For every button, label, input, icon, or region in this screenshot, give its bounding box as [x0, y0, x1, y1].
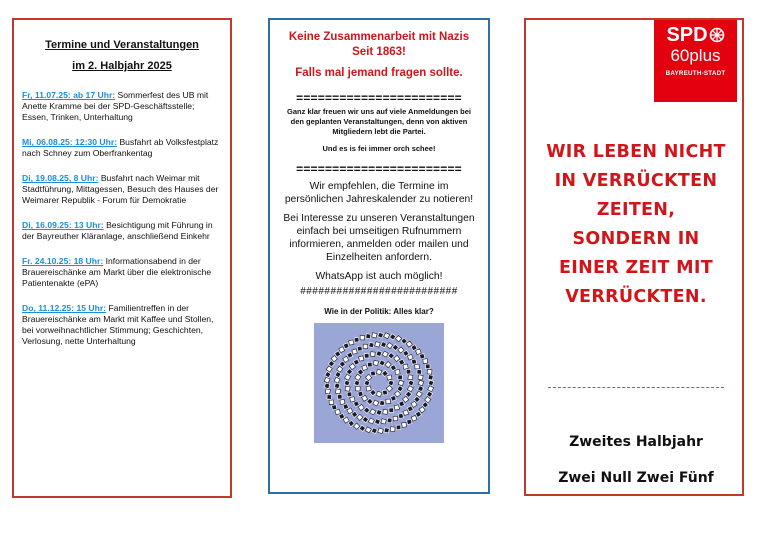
event-text: Informationsabend in der Brauereischänke am Markt über die elektronische Patientenakte (ePA) [22, 256, 212, 288]
illusion-square [332, 405, 337, 410]
optical-illusion-image [314, 323, 444, 443]
illusion-square [394, 405, 399, 410]
illusion-square [356, 386, 361, 391]
illusion-square [427, 369, 432, 374]
subtitle-year: Zwei Null Zwei Fünf [558, 470, 714, 486]
illusion-square [370, 352, 375, 357]
illusion-square [406, 369, 411, 374]
event-date: Do, 11.12.25: 15 Uhr: [22, 303, 107, 313]
event-text: Busfahrt nach Weimar mit Stadtführung, Mittagessen, Besuch des Hauses der Weimarer Republik - Forum für Demokratie [22, 173, 219, 205]
illusion-square [408, 375, 413, 380]
illusion-square [393, 416, 398, 421]
dialect-paragraph: Und es is fei immer orch schee! [322, 144, 436, 153]
illusion-square [352, 349, 357, 354]
illusion-square [387, 375, 392, 380]
events-title-line2: im 2. Halbjahr 2025 [72, 60, 172, 72]
event-item [22, 256, 222, 289]
event-item [22, 303, 222, 347]
illusion-square [325, 389, 330, 394]
illusion-square [366, 334, 371, 339]
slogan-line: EINER ZEIT MIT [559, 258, 713, 278]
illusion-square [428, 375, 433, 380]
illusion-square [389, 408, 394, 413]
events-title-line1: Termine und Veranstaltungen [45, 39, 199, 51]
illusion-caption: Wie in der Politik: Alles klar? [324, 307, 434, 316]
illusion-square [349, 340, 354, 345]
slogan-line: ZEITEN, [596, 200, 676, 220]
illusion-square [364, 354, 369, 359]
illusion-square [358, 391, 363, 396]
illusion-square [384, 428, 389, 433]
illusion-square [398, 413, 403, 418]
illusion-square [366, 386, 371, 391]
slogan [526, 138, 746, 312]
illusion-square [324, 383, 329, 388]
nazi-statement-line3: Falls mal jemand fragen sollte. [295, 67, 463, 79]
illusion-square [375, 342, 381, 348]
illusion-square [357, 346, 362, 351]
slogan-line: IN VERRÜCKTEN [554, 171, 718, 191]
illusion-square [382, 390, 387, 395]
illusion-square [402, 422, 407, 427]
event-date: Fr. 24.10.25: 18 Uhr: [22, 256, 104, 266]
event-date: Di, 19.08.25, 8 Uhr: [22, 173, 99, 183]
illusion-square [359, 356, 364, 361]
illusion-square [350, 397, 355, 402]
slogan-line: SONDERN IN [572, 229, 700, 249]
logo-spd-text: SPD [654, 24, 737, 46]
illusion-square [336, 389, 341, 394]
illusion-square [383, 409, 388, 414]
registration-paragraph: Ganz klar freuen wir uns auf viele Anmeldungen bei den geplanten Veranstaltungen, denn von aktiven Mitgliedern lebt die Partei. [287, 107, 471, 136]
event-text: Familientreffen in der Brauereischänke am Markt mit Kaffee und Stollen, bei vorweihnachtlicher Stimmung; Geschichten, Verlosung, nette Unterhaltung [22, 303, 214, 346]
event-item [22, 137, 222, 159]
illusion-square [380, 400, 385, 405]
illusion-square [373, 360, 378, 365]
nazi-statement-line2: Seit 1863! [352, 46, 406, 58]
illusion-square [407, 419, 412, 424]
illusion-square [370, 371, 375, 376]
illusion-square [360, 335, 365, 340]
nazi-statement-line1: Keine Zusammenarbeit mit Nazis [288, 31, 470, 43]
spd-rose-icon [709, 27, 725, 43]
event-item [22, 220, 222, 242]
info-panel [268, 18, 490, 494]
illusion-square [347, 392, 352, 397]
calendar-recommendation: Wir empfehlen, die Termine im persönlichen Jahreskalender zu notieren! [284, 181, 474, 205]
event-item [22, 90, 222, 123]
illusion-square [395, 369, 400, 374]
illusion-square [396, 425, 401, 430]
event-text: Besichtigung mit Führung in der Bayreuther Kläranlage, anschließend Einkehr [22, 220, 213, 241]
illusion-square [363, 344, 367, 348]
event-date: Mi, 06.08.25: 12:30 Uhr: [22, 137, 118, 147]
illusion-square [354, 337, 359, 342]
illusion-square [386, 399, 391, 404]
illusion-square [411, 359, 416, 364]
illusion-square [415, 364, 420, 369]
illusion-square [426, 364, 430, 368]
slogan-line: WIR LEBEN NICHT [546, 142, 726, 162]
separator-line: ======================= [296, 91, 462, 105]
slogan-line: VERRÜCKTEN. [565, 287, 707, 307]
event-item [22, 173, 222, 206]
event-date: Di, 16.09.25: 13 Uhr: [22, 220, 104, 230]
illusion-square [423, 359, 428, 364]
event-text: Sommerfest des UB mit Anette Kramme bei der SPD-Geschäftsstelle; Essen, Trinken, Unterhaltung [22, 90, 209, 122]
illusion-square [372, 333, 377, 338]
illusion-square [343, 343, 349, 349]
illusion-square [369, 342, 374, 347]
illusion-square [340, 399, 345, 404]
hash-divider: ########################## [300, 286, 458, 297]
illusion-square [334, 383, 339, 388]
illusion-square [345, 386, 350, 391]
illusion-square [403, 364, 408, 369]
separator-line: ======================= [296, 162, 462, 176]
dashed-divider [548, 387, 724, 388]
illusion-square [335, 409, 341, 415]
illusion-square [329, 400, 334, 405]
illusion-square [398, 375, 403, 380]
illusion-square [387, 418, 392, 423]
illusion-square [343, 404, 349, 410]
illusion-square [378, 428, 384, 434]
illusion-square [390, 427, 395, 432]
logo-city-text: BAYREUTH-STADT [665, 70, 726, 77]
logo-60plus-text: 60plus [670, 46, 721, 65]
illusion-square [338, 395, 342, 399]
spd-60plus-logo [654, 20, 737, 102]
whatsapp-note: WhatsApp ist auch möglich! [315, 271, 443, 282]
illusion-square [418, 375, 423, 380]
illusion-square [327, 395, 332, 400]
event-text: Busfahrt ab Volksfestplatz nach Schney zum Oberfrankentag [22, 137, 219, 158]
cover-panel [524, 18, 744, 496]
illusion-square [417, 370, 422, 375]
contact-info: Bei Interesse zu unseren Veranstaltungen einfach bei umseitigen Rufnummern informieren, anmelden oder mailen und Einzelheiten anfordern. [283, 213, 475, 263]
illusion-square [381, 419, 386, 424]
spiral-illusion-icon [314, 323, 444, 443]
illusion-square [367, 362, 372, 367]
events-panel [12, 18, 232, 498]
event-date: Fr, 11.07.25: ab 17 Uhr: [22, 90, 116, 100]
illusion-square [419, 354, 424, 359]
subtitle-half-year: Zweites Halbjahr [569, 434, 703, 450]
